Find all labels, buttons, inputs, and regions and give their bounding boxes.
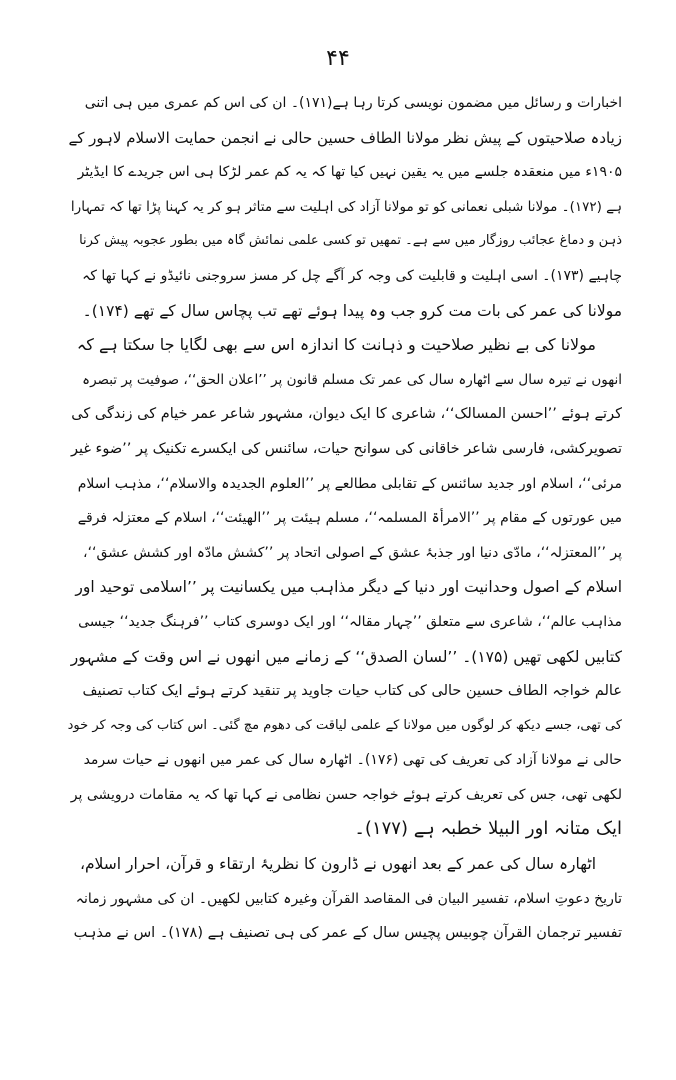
text-line: کی تھی، جسے دیکھ کر لوگوں میں مولانا کے علمی لیاقت کی دھوم مچ گئی۔ اس کتاب کی وجہ کر خود <box>67 717 622 733</box>
text-line: مرئی‘‘، اسلام اور جدید سائنس کے تقابلی مطالعے پر ’’العلوم الجدیدہ والاسلام‘‘، مذہب اسلام <box>77 475 622 492</box>
text-line: مولانا کی عمر کی بات مت کرو جب وہ پیدا ہوئے تھے تب پچاس سال کے تھے (۱۷۴)۔ <box>82 301 622 320</box>
text-line: تاریخ دعوتِ اسلام، تفسیر البیان فی المقاصد القرآن وغیرہ کتابیں لکھیں۔ ان کی مشہور زمانہ <box>75 890 622 907</box>
paragraph-first-line: اٹھارہ سال کی عمر کے بعد انھوں نے ڈارون کا نظریۂ ارتقاء و قرآن، احرار اسلام، <box>79 855 596 874</box>
text-line: اسلام کے اصول وحدانیت اور دنیا کے دیگر مذاہب میں یکسانیت پر ’’اسلامی توحید اور <box>75 578 622 597</box>
text-line: کرتے ہوئے ’’احسن المسالک‘‘، شاعری کا ایک دیوان، مشہور شاعر عمر خیام کی زندگی کی <box>71 406 622 423</box>
text-line: انھوں نے تیرہ سال سے اٹھارہ سال کی عمر تک مسلم قانون پر ’’اعلان الحق‘‘، صوفیت پر تبصرہ <box>82 371 622 388</box>
page-number: ۴۴ <box>326 46 350 71</box>
text-line: ذہن و دماغ عجائب روزگار میں سے ہے۔ تمھیں تو کسی علمی نمائش گاہ میں بطور عجوبہ پیش کرنا <box>79 233 622 249</box>
text-line: مذاہب عالم‘‘، شاعری سے متعلق ’’چہار مقالہ‘‘ اور ایک دوسری کتاب ’’فرہنگ جدید‘‘ جیسی <box>78 613 622 630</box>
text-line: عالم خواجہ الطاف حسین حالی کی کتاب حیات جاوید پر تنقید کرتے ہوئے ایک کتاب تصنیف <box>82 683 622 700</box>
paragraph-first-line: مولانا کی بے نظیر صلاحیت و ذہانت کا اندازہ اس سے بھی لگایا جا سکتا ہے کہ <box>76 335 596 355</box>
text-line: اخبارات و رسائل میں مضمون نویسی کرتا رہا ہے(۱۷۱)۔ ان کی اس کم عمری میں ہی اتنی <box>84 95 622 111</box>
text-line: تصویرکشی، فارسی شاعر خاقانی کی سوانح حیات، سائنس کی ایکسرے تکنیک پر ’’ضوء غیر <box>70 440 622 457</box>
text-line: ہے (۱۷۲)۔ مولانا شبلی نعمانی کو تو مولانا آزاد کی اہلیت سے متاثر ہو کر یہ کہنا پڑا تھا کہ تمہارا <box>70 198 622 215</box>
text-line: میں عورتوں کے مقام پر ’’الامرأۃ المسلمہ‘‘، مسلم ہیئت پر ’’الھیئت‘‘، اسلام کے معتزلہ فرقے <box>77 510 622 527</box>
text-line: تفسیر ترجمان القرآن چوبیس پچیس سال کے عمر کی ہی تصنیف ہے (۱۷۸)۔ اس نے مذہب <box>73 925 622 942</box>
body-text <box>66 86 622 951</box>
text-line: ایک متانہ اور البیلا خطبہ ہے (۱۷۷)۔ <box>354 818 622 840</box>
text-line: حالی نے مولانا آزاد کی تعریف کی تھی (۱۷۶)۔ اٹھارہ سال کی عمر میں انھوں نے حیات سرمد <box>83 752 622 769</box>
text-line: ۱۹۰۵ء میں منعقدہ جلسے میں یہ یقین نہیں کیا تھا کہ یہ کم عمر لڑکا ہی اس جریدے کا ایڈیٹر <box>77 164 622 181</box>
text-line: کتابیں لکھی تھیں (۱۷۵)۔ ’’لسان الصدق‘‘ کے زمانے میں انھوں نے اس وقت کے مشہور <box>70 647 622 666</box>
text-line: زیادہ صلاحیتوں کے پیش نظر مولانا الطاف حسین حالی نے انجمن حمایت الاسلام لاہور کے <box>68 128 622 147</box>
text-line: لکھی تھی، جس کی تعریف کرتے ہوئے خواجہ حسن نظامی نے کہا تھا کہ یہ مقامات درویشی پر <box>70 786 622 803</box>
text-line: پر ’’المعتزلہ‘‘، مادّی دنیا اور جذبۂ عشق کے اصولی اتحاد پر ’’کشش مادّہ اور کشش عشق‘‘، <box>83 544 622 561</box>
text-line: چاہیے (۱۷۳)۔ اسی اہلیت و قابلیت کی وجہ کر آگے چل کر مسز سروجنی نائیڈو نے کہا تھا کہ <box>82 267 622 284</box>
